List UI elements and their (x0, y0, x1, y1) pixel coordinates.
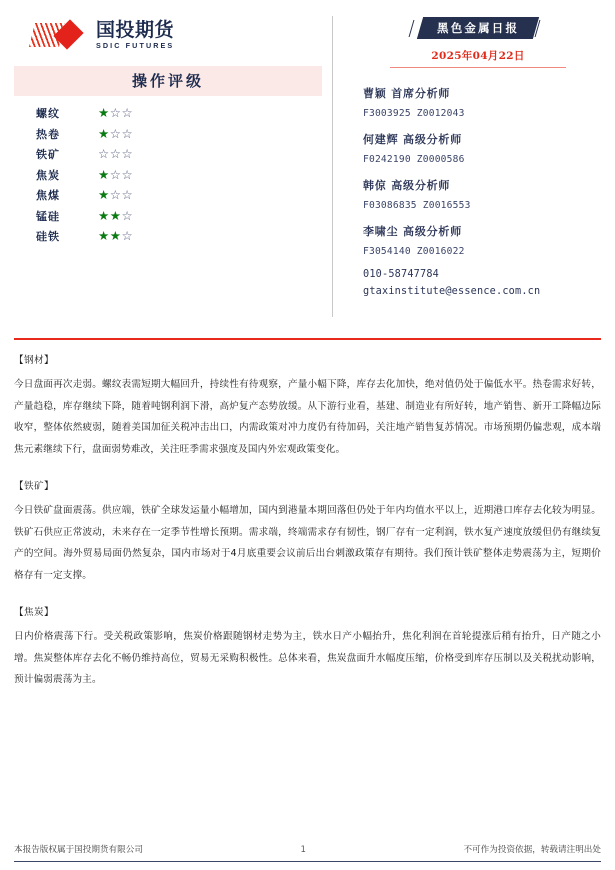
section-title: 【铁矿】 (14, 481, 54, 492)
rating-stars (98, 148, 133, 161)
rating-commodity-name: 热卷 (36, 127, 60, 141)
rating-commodity-name: 铁矿 (36, 148, 60, 162)
star-filled-icon: ★ (98, 105, 110, 120)
star-empty-icon: ☆ (109, 187, 122, 202)
star-empty-icon: ☆ (121, 207, 134, 223)
star-empty-icon: ☆ (121, 105, 134, 120)
logo-name-cn: 国投期货 (96, 18, 175, 41)
star-empty-icon: ☆ (109, 125, 122, 141)
analyst-list (355, 85, 601, 257)
analyst-name: 李啸尘 高级分析师 (363, 225, 463, 238)
star-empty-icon: ☆ (121, 228, 134, 243)
footer-disclaimer: 不可作为投资依据，转载请注明出处 (463, 845, 601, 855)
rating-commodity-name: 锰硅 (36, 209, 60, 223)
header-right-column (333, 12, 601, 325)
star-empty-icon: ☆ (121, 187, 134, 202)
star-empty-icon: ☆ (109, 166, 122, 182)
star-filled-icon: ★ (98, 187, 110, 202)
star-empty-icon: ☆ (109, 105, 122, 120)
report-body (14, 352, 601, 709)
rating-stars (98, 230, 133, 243)
star-filled-icon: ★ (109, 207, 122, 223)
star-empty-icon: ☆ (121, 166, 134, 182)
banner-shape (417, 17, 540, 39)
logo-wordmark (96, 18, 175, 50)
rating-list (14, 103, 322, 247)
section-title: 【钢材】 (14, 355, 54, 366)
rating-commodity-name: 焦煤 (36, 189, 60, 203)
analyst-name: 何建辉 高级分析师 (363, 133, 463, 146)
report-section (14, 604, 601, 691)
report-section (14, 352, 601, 460)
section-paragraph: 日内价格震荡下行。受关税政策影响，焦炭价格跟随钢材走势为主，铁水日产小幅抬升，焦化利润在首轮提涨后稍有抬升，日产随之小增。焦炭整体库存去化不畅仍维持高位，贸易无采购积极性。总体来看，焦炭盘面升水幅度压缩，价格受到库存压制以及关税扰动影响，预计偏弱震荡为主。 (14, 631, 601, 685)
report-title-banner (355, 16, 601, 40)
rating-row (36, 103, 322, 124)
star-filled-icon: ★ (98, 228, 110, 243)
rating-commodity-name: 焦炭 (36, 168, 60, 182)
report-section (14, 478, 601, 586)
rating-row (36, 165, 322, 186)
analyst-license-codes: F3003925 Z0012043 (363, 108, 465, 119)
star-empty-icon: ☆ (121, 125, 134, 141)
analyst-name: 韩倞 高级分析师 (363, 179, 451, 192)
section-title: 【焦炭】 (14, 607, 54, 618)
contact-email[interactable]: gtaxinstitute@essence.com.cn (363, 286, 541, 297)
rating-stars (98, 107, 133, 120)
logo-diamond-icon (32, 21, 90, 49)
rating-stars (98, 207, 134, 223)
logo-name-en: SDIC FUTURES (96, 40, 175, 50)
star-filled-icon: ★ (109, 228, 122, 243)
rating-stars (98, 125, 134, 141)
rating-row (36, 226, 322, 247)
rating-row (36, 124, 322, 145)
star-filled-icon: ★ (98, 166, 110, 182)
rating-stars (98, 189, 133, 202)
section-paragraph: 今日盘面再次走弱。螺纹表需短期大幅回升，持续性有待观察，产量小幅下降，库存去化加快，绝对值仍处于偏低水平。热卷需求好转，产量趋稳，库存继续下降，随着吨钢利润下滑，高炉复产态势放缓。从下游行业看，基建、制造业有所好转，地产销售、新开工降幅边际收窄，整体依然疲弱，随着美国加征关税冲击出口，内需政策对冲力度仍有待加码，关注地产销售复苏情况。市场预期仍偏悲观，成本端焦元素继续下行，盘面弱势难改，关注旺季需求强度及国内外宏观政策变化。 (14, 379, 601, 455)
star-filled-icon: ★ (98, 207, 110, 223)
footer-page-number: 1 (300, 845, 306, 855)
analyst-license-codes: F0242190 Z0000586 (363, 154, 465, 165)
star-filled-icon: ★ (98, 125, 110, 141)
analyst-license-codes: F03086835 Z0016553 (363, 200, 471, 211)
rating-row (36, 185, 322, 206)
report-title: 黑色金属日报 (436, 21, 520, 35)
header-divider-rule (14, 338, 601, 340)
footer-copyright: 本报告版权属于国投期货有限公司 (14, 845, 143, 855)
contact-block (355, 269, 601, 297)
rating-stars (98, 166, 134, 182)
header-left-column (14, 12, 332, 325)
page-footer (14, 843, 601, 862)
analyst-name: 曹颖 首席分析师 (363, 87, 451, 100)
section-paragraph: 今日铁矿盘面震荡。供应端，铁矿全球发运量小幅增加，国内到港量本期回落但仍处于年内均值水平以上，近期港口库存去化较为明显。铁矿石供应正常波动，未来存在一定季节性增长预期。需求端，终端需求存有韧性，钢厂存有一定利润，铁水复产速度放缓但仍有继续复产的空间。海外贸易局面仍然复杂，国内市场对于4月底重要会议前后出台刺激政策存有期待。我们预计铁矿整体走势震荡为主，短期价格存有一定支撑。 (14, 505, 601, 581)
analyst-license-codes: F3054140 Z0016022 (363, 246, 465, 257)
rating-card-title: 操作评级 (14, 66, 322, 96)
company-logo (32, 18, 322, 52)
star-empty-icon: ☆ (98, 146, 110, 161)
report-header (0, 0, 615, 325)
star-empty-icon: ☆ (109, 146, 122, 161)
report-date: 2025年04月22日 (390, 48, 566, 68)
star-empty-icon: ☆ (121, 146, 134, 161)
rating-row (36, 144, 322, 165)
rating-commodity-name: 硅铁 (36, 230, 60, 244)
contact-phone: 010-58747784 (363, 269, 440, 280)
rating-row (36, 206, 322, 227)
rating-commodity-name: 螺纹 (36, 107, 60, 121)
